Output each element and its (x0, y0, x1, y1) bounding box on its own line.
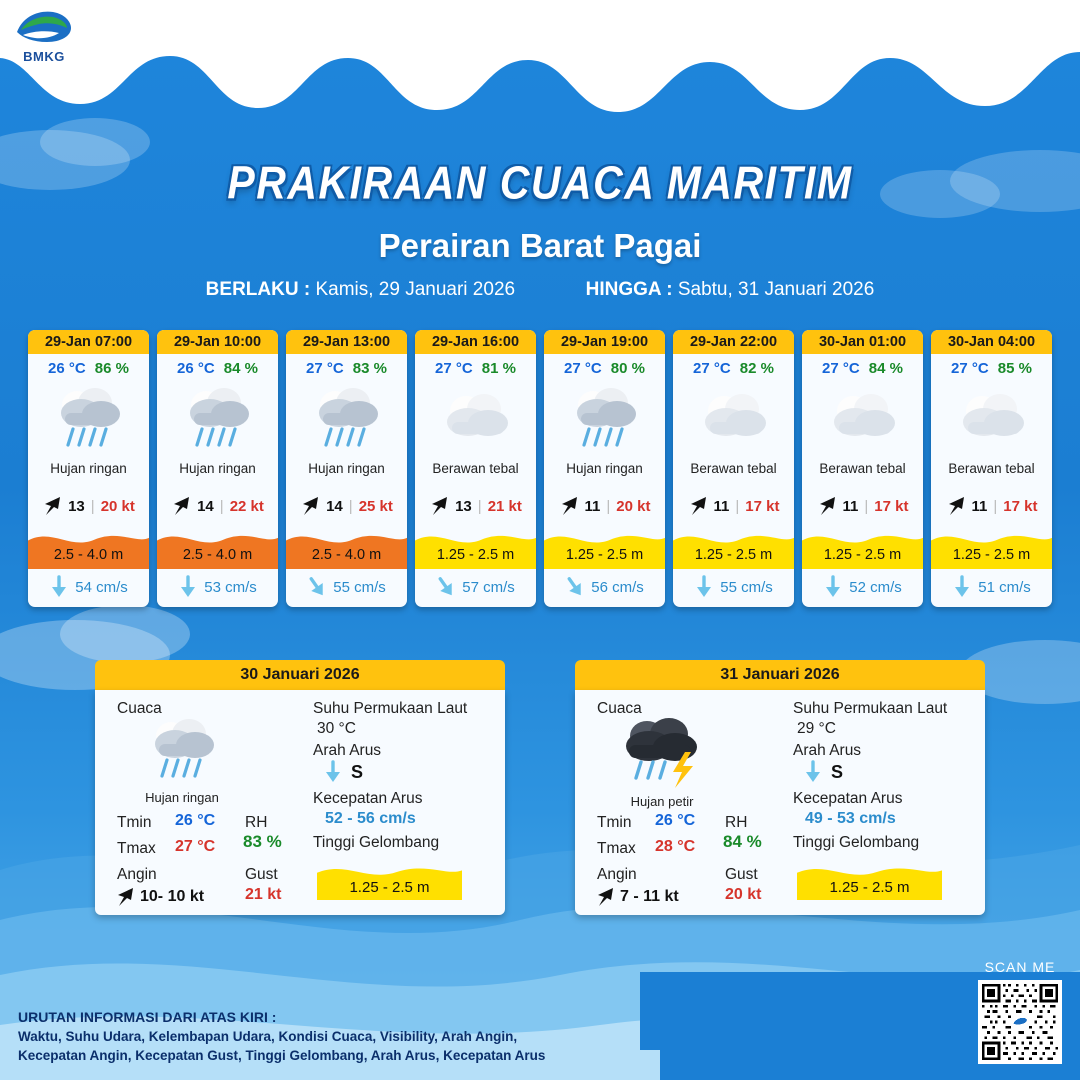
forecast-time: 29-Jan 07:00 (28, 330, 149, 354)
qr-code[interactable] (978, 980, 1062, 1064)
valid-until-label: HINGGA : (585, 279, 673, 300)
forecast-temperature: 26 °C (48, 360, 86, 377)
current-direction-icon (302, 571, 332, 602)
forecast-wave (286, 527, 407, 569)
forecast-temperature: 27 °C (435, 360, 473, 377)
cloud-icon (954, 389, 1030, 449)
forecast-humidity: 82 % (739, 360, 774, 377)
forecast-wave (931, 527, 1052, 569)
forecast-wave-height: 1.25 - 2.5 m (565, 547, 644, 563)
forecast-wind (802, 479, 923, 527)
forecast-condition: Berawan tebal (690, 461, 777, 476)
daily-rh-value: 84 % (723, 832, 762, 851)
rain-icon (309, 383, 385, 455)
daily-weather-icon (603, 714, 723, 795)
current-direction-icon (952, 575, 972, 599)
current-direction-icon (560, 571, 590, 602)
daily-cuaca-label: Cuaca (117, 700, 162, 717)
daily-current-dir-row (323, 760, 363, 784)
forecast-temperature: 27 °C (951, 360, 989, 377)
daily-rh-value: 83 % (243, 832, 282, 851)
forecast-current (931, 569, 1052, 607)
forecast-wind-speed: 11 (584, 497, 601, 515)
daily-sst-label: Suhu Permukaan Laut (793, 700, 948, 717)
forecast-wind-speed: 13 (68, 497, 85, 515)
forecast-temperature: 26 °C (177, 360, 215, 377)
forecast-weather-icon (286, 379, 407, 459)
daily-gust-value: 20 kt (725, 886, 762, 903)
daily-wind-value: 7 - 11 kt (620, 888, 679, 905)
daily-wind-value: 10- 10 kt (140, 888, 205, 905)
bmkg-logo-label: BMKG (23, 49, 65, 64)
forecast-time: 29-Jan 22:00 (673, 330, 794, 354)
forecast-humidity: 83 % (352, 360, 387, 377)
rain-icon (567, 383, 643, 455)
forecast-temp-rh (673, 354, 794, 379)
forecast-weather-icon (28, 379, 149, 459)
forecast-wave-height: 2.5 - 4.0 m (311, 547, 382, 563)
daily-current-dir-value: S (831, 761, 844, 782)
forecast-wave (415, 527, 536, 569)
forecast-humidity: 86 % (94, 360, 129, 377)
daily-current-dir-value: S (351, 761, 364, 782)
forecast-card (931, 330, 1052, 607)
forecast-time: 29-Jan 16:00 (415, 330, 536, 354)
forecast-weather-icon (415, 379, 536, 459)
legend-title: URUTAN INFORMASI DARI ATAS KIRI : (18, 1008, 277, 1025)
forecast-temperature: 27 °C (822, 360, 860, 377)
forecast-humidity: 80 % (610, 360, 645, 377)
forecast-wind (28, 479, 149, 527)
forecast-humidity: 85 % (997, 360, 1032, 377)
forecast-condition: Hujan ringan (179, 461, 256, 476)
wind-gust-separator: | (90, 497, 95, 515)
daily-wind-value-row (115, 886, 204, 908)
forecast-wind (286, 479, 407, 527)
daily-panel (95, 660, 505, 915)
forecast-gust: 20 kt (616, 497, 651, 515)
daily-rh-label: RH (245, 814, 268, 831)
daily-weather-icon (123, 714, 243, 791)
forecast-time: 30-Jan 04:00 (931, 330, 1052, 354)
forecast-card (544, 330, 665, 607)
forecast-current (286, 569, 407, 607)
forecast-current-speed: 56 cm/s (591, 578, 644, 596)
daily-wind-label: Angin (597, 866, 637, 883)
forecast-current-speed: 55 cm/s (720, 578, 773, 596)
daily-wave-value: 1.25 - 2.5 m (829, 879, 910, 896)
current-direction-icon (431, 571, 461, 602)
daily-tmin-value: 26 °C (655, 812, 696, 829)
qr-code-image (982, 984, 1058, 1060)
daily-wave-label: Tinggi Gelombang (313, 834, 440, 851)
page-title: PRAKIRAAN CUACA MARITIM (227, 157, 853, 209)
daily-tmax-label: Tmax (597, 840, 636, 857)
scan-label: SCAN ME (984, 959, 1056, 975)
daily-condition: Hujan petir (630, 794, 694, 809)
current-direction-icon (178, 575, 198, 599)
daily-wind-label: Angin (117, 866, 157, 883)
forecast-humidity: 84 % (223, 360, 258, 377)
wind-gust-separator: | (606, 497, 611, 515)
daily-tmax-label: Tmax (117, 840, 156, 857)
wind-gust-separator: | (864, 497, 869, 515)
forecast-wave (157, 527, 278, 569)
daily-sst-value: 30 °C (317, 720, 356, 737)
daily-tmax-value: 27 °C (175, 838, 216, 855)
forecast-gust: 17 kt (1003, 497, 1038, 515)
daily-wave-value: 1.25 - 2.5 m (349, 879, 430, 896)
valid-from-label: BERLAKU : (205, 279, 311, 300)
rain-icon (145, 714, 221, 786)
current-direction-icon (823, 575, 843, 599)
daily-tmin-label: Tmin (117, 814, 152, 831)
daily-wind-value-row (595, 886, 679, 908)
valid-from-value: Kamis, 29 Januari 2026 (315, 279, 516, 300)
forecast-current-speed: 52 cm/s (849, 578, 902, 596)
forecast-card (28, 330, 149, 607)
daily-cuaca-label: Cuaca (597, 700, 642, 717)
daily-gust-label: Gust (725, 866, 758, 883)
forecast-weather-icon (544, 379, 665, 459)
forecast-gust: 20 kt (100, 497, 135, 515)
forecast-gust: 17 kt (745, 497, 780, 515)
forecast-time: 29-Jan 19:00 (544, 330, 665, 354)
daily-condition: Hujan ringan (145, 790, 219, 805)
forecast-temp-rh (802, 354, 923, 379)
thunderstorm-icon (617, 714, 709, 790)
daily-sst-label: Suhu Permukaan Laut (313, 700, 468, 717)
daily-current-dir-row (803, 760, 843, 784)
cloud-decoration (60, 605, 190, 663)
forecast-wind-speed: 11 (971, 497, 988, 515)
title-block (0, 157, 1080, 301)
forecast-wave (544, 527, 665, 569)
legend-line-1: Waktu, Suhu Udara, Kelembapan Udara, Kondisi Cuaca, Visibility, Arah Angin, (18, 1028, 518, 1044)
forecast-temperature: 27 °C (306, 360, 344, 377)
daily-wave-label: Tinggi Gelombang (793, 834, 920, 851)
forecast-temp-rh (415, 354, 536, 379)
forecast-current-speed: 57 cm/s (462, 578, 515, 596)
wind-direction-icon (817, 495, 837, 517)
wind-gust-separator: | (219, 497, 224, 515)
forecast-current (802, 569, 923, 607)
current-direction-icon (49, 575, 69, 599)
daily-gust-label: Gust (245, 866, 278, 883)
forecast-wave-height: 1.25 - 2.5 m (823, 547, 902, 563)
wind-direction-icon (595, 886, 615, 908)
cloud-icon (825, 389, 901, 449)
daily-current-speed-value: 52 - 56 cm/s (325, 810, 416, 827)
forecast-wave-height: 2.5 - 4.0 m (182, 547, 253, 563)
forecast-wave (673, 527, 794, 569)
forecast-time: 30-Jan 01:00 (802, 330, 923, 354)
forecast-wind (673, 479, 794, 527)
forecast-card (157, 330, 278, 607)
rain-icon (51, 383, 127, 455)
daily-tmax-value: 28 °C (655, 838, 696, 855)
forecast-wave-height: 1.25 - 2.5 m (436, 547, 515, 563)
forecast-wind (415, 479, 536, 527)
wind-gust-separator: | (993, 497, 998, 515)
daily-body (575, 690, 985, 915)
forecast-gust: 25 kt (358, 497, 393, 515)
forecast-weather-icon (802, 379, 923, 459)
page-header (0, 0, 1080, 72)
forecast-temp-rh (28, 354, 149, 379)
valid-until-value: Sabtu, 31 Januari 2026 (677, 279, 875, 300)
current-direction-icon (694, 575, 714, 599)
current-direction-icon (323, 760, 343, 784)
daily-body (95, 690, 505, 915)
forecast-card (802, 330, 923, 607)
forecast-wind (544, 479, 665, 527)
daily-current-dir-label: Arah Arus (793, 742, 862, 759)
forecast-gust: 21 kt (487, 497, 522, 515)
daily-sst-value: 29 °C (797, 720, 836, 737)
forecast-current-speed: 51 cm/s (978, 578, 1031, 596)
header-station-name: STASIUN METEOROLOGI MARITIM TELUK BAYUR - PADANG (379, 30, 1060, 57)
daily-date: 31 Januari 2026 (575, 660, 985, 690)
forecast-wave (802, 527, 923, 569)
cloud-icon (696, 389, 772, 449)
bmkg-emblem-icon (13, 6, 75, 48)
daily-date: 30 Januari 2026 (95, 660, 505, 690)
wind-gust-separator: | (477, 497, 482, 515)
forecast-condition: Hujan ringan (566, 461, 643, 476)
daily-rh-label: RH (725, 814, 748, 831)
forecast-wind-speed: 11 (713, 497, 730, 515)
forecast-time: 29-Jan 10:00 (157, 330, 278, 354)
daily-wave-box (797, 860, 942, 900)
bmkg-logo (8, 6, 80, 72)
forecast-current (544, 569, 665, 607)
forecast-card (673, 330, 794, 607)
wind-direction-icon (429, 495, 449, 517)
daily-current-speed-value: 49 - 53 cm/s (805, 810, 896, 827)
forecast-wave-height: 1.25 - 2.5 m (694, 547, 773, 563)
wind-direction-icon (171, 495, 191, 517)
forecast-card-list (28, 330, 1052, 607)
wind-direction-icon (115, 886, 135, 908)
wind-direction-icon (42, 495, 62, 517)
forecast-wave-height: 1.25 - 2.5 m (952, 547, 1031, 563)
forecast-gust: 22 kt (229, 497, 264, 515)
forecast-card (286, 330, 407, 607)
forecast-humidity: 84 % (868, 360, 903, 377)
forecast-card (415, 330, 536, 607)
legend-note (18, 1007, 545, 1066)
forecast-temp-rh (286, 354, 407, 379)
daily-current-speed-label: Kecepatan Arus (793, 790, 903, 807)
forecast-condition: Berawan tebal (432, 461, 519, 476)
forecast-gust: 17 kt (874, 497, 909, 515)
forecast-wind-speed: 11 (842, 497, 859, 515)
daily-current-dir-label: Arah Arus (313, 742, 382, 759)
current-direction-icon (803, 760, 823, 784)
wind-direction-icon (946, 495, 966, 517)
daily-panel (575, 660, 985, 915)
rain-icon (180, 383, 256, 455)
forecast-weather-icon (673, 379, 794, 459)
scan-block (978, 959, 1062, 1064)
daily-tmin-value: 26 °C (175, 812, 216, 829)
forecast-wave-height: 2.5 - 4.0 m (53, 547, 124, 563)
forecast-wind (157, 479, 278, 527)
forecast-wind-speed: 14 (326, 497, 343, 515)
forecast-wind-speed: 14 (197, 497, 214, 515)
forecast-condition: Hujan ringan (50, 461, 127, 476)
wind-gust-separator: | (348, 497, 353, 515)
forecast-current (673, 569, 794, 607)
wind-gust-separator: | (735, 497, 740, 515)
forecast-condition: Berawan tebal (948, 461, 1035, 476)
daily-gust-value: 21 kt (245, 886, 282, 903)
forecast-current (28, 569, 149, 607)
forecast-temp-rh (544, 354, 665, 379)
cloud-icon (438, 389, 514, 449)
forecast-temperature: 27 °C (564, 360, 602, 377)
forecast-current (415, 569, 536, 607)
wind-direction-icon (559, 495, 579, 517)
forecast-current-speed: 55 cm/s (333, 578, 386, 596)
forecast-condition: Berawan tebal (819, 461, 906, 476)
forecast-current-speed: 53 cm/s (204, 578, 257, 596)
daily-tmin-label: Tmin (597, 814, 632, 831)
forecast-weather-icon (157, 379, 278, 459)
forecast-weather-icon (931, 379, 1052, 459)
daily-current-speed-label: Kecepatan Arus (313, 790, 423, 807)
forecast-time: 29-Jan 13:00 (286, 330, 407, 354)
header-text (380, 8, 1060, 57)
validity-row (0, 279, 1080, 301)
forecast-temp-rh (157, 354, 278, 379)
header-agency-name: BADAN METEOROLOGI KLIMATOLOGI DAN GEOFISIKA (528, 8, 1060, 30)
forecast-wave (28, 527, 149, 569)
forecast-current (157, 569, 278, 607)
wind-direction-icon (688, 495, 708, 517)
page-subtitle: Perairan Barat Pagai (378, 227, 702, 264)
forecast-current-speed: 54 cm/s (75, 578, 128, 596)
legend-line-2: Kecepatan Angin, Kecepatan Gust, Tinggi Gelombang, Arah Arus, Kecepatan Arus (18, 1048, 546, 1064)
forecast-wind (931, 479, 1052, 527)
daily-wave-box (317, 860, 462, 900)
forecast-temp-rh (931, 354, 1052, 379)
forecast-temperature: 27 °C (693, 360, 731, 377)
wind-direction-icon (300, 495, 320, 517)
forecast-wind-speed: 13 (455, 497, 472, 515)
forecast-humidity: 81 % (481, 360, 516, 377)
forecast-condition: Hujan ringan (308, 461, 385, 476)
bmkg-logo-mark (13, 6, 75, 48)
